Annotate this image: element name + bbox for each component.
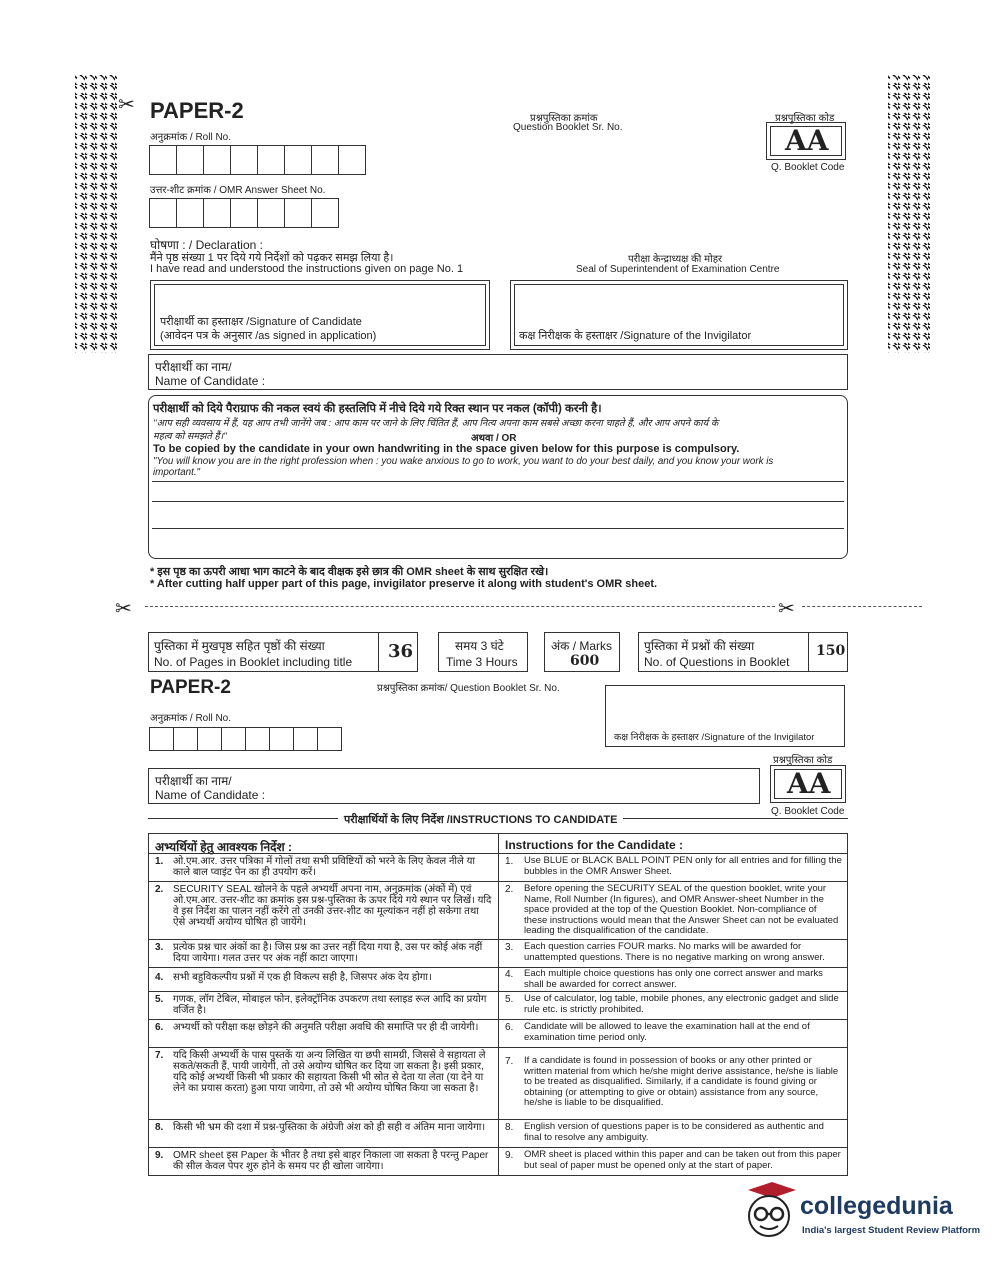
scissors-icon: ✂ xyxy=(118,94,135,116)
table-row xyxy=(149,853,847,882)
pages-divider xyxy=(378,632,379,672)
writing-line xyxy=(152,501,844,502)
writing-line xyxy=(152,528,844,529)
candidate-name-label-en-lower: Name of Candidate : xyxy=(155,788,266,802)
item-en: OMR sheet is placed within this paper and can be taken out from this paper but seal of paper must be opened only at the start of paper. xyxy=(524,1149,841,1171)
item-number: 1. xyxy=(505,856,514,867)
booklet-code-label-hi-lower: प्रश्नपुस्तिका कोड xyxy=(773,755,833,766)
item-hi: सभी बहुविकल्पीय प्रश्नों में एक ही विकल्प सही है, जिसपर अंक देय होगा। xyxy=(173,972,432,983)
collegedunia-tagline: India's largest Student Review Platform xyxy=(802,1225,981,1236)
questions-value: 150 xyxy=(816,643,846,659)
declaration-en: I have read and understood the instructions given on page No. 1 xyxy=(150,263,464,275)
questions-divider xyxy=(808,632,809,672)
seal-label-hi: परीक्षा केन्द्राध्यक्ष की मोहर xyxy=(628,254,723,265)
copy-title-en: To be copied by the candidate in your own handwriting in the space given below for this purpose is compulsory. xyxy=(153,443,740,455)
item-en: English version of questions paper is to be considered as authentic and final to resolve any ambiguity. xyxy=(524,1121,824,1143)
booklet-code-lower: AA xyxy=(787,767,831,800)
cut-line xyxy=(145,606,775,607)
item-en: Before opening the SECURITY SEAL of the question booklet, write your Name, Roll Number (In figures), and OMR Answer-sheet Number in the space provided at the top of the Question Booklet. Non-compliance of these instructions would mean that the Answer Sheet can not be evaluated leading the disqualification of the candidate. xyxy=(524,883,839,936)
item-hi: प्रत्येक प्रश्न चार अंकों का है। जिस प्रश्न का उत्तर नहीं दिया गया है, उस पर कोई अंक नहीं दिया जायेगा। गलत उत्तर पर अंक नहीं काटा जाएगा। xyxy=(173,942,483,964)
item-hi: अभ्यर्थी को परीक्षा कक्ष छोड़ने की अनुमति परीक्षा अवधि की समाप्ति पर ही दी जायेगी। xyxy=(173,1022,479,1033)
invigilator-signature-label: कक्ष निरीक्षक के हस्ताक्षर /Signature of the Invigilator xyxy=(519,330,752,342)
collegedunia-logo-icon xyxy=(740,1180,798,1244)
copy-title-hi: परीक्षार्थी को दिये पैराग्राफ की नकल स्वयं की हस्तलिपि में नीचे दिये गये रिक्त स्थान पर नकल (कॉपी) करनी है। xyxy=(153,403,602,415)
item-number: 7. xyxy=(505,1056,514,1067)
item-en: If a candidate is found in possession of books or any other printed or written material from which he/she might derive assistance, he/she is liable to be treated as disqualified. Similarly, if a candidate is found giving or obtaining (or attempting to give or obtain) assistance from any source, he/she is liable to be disqualified. xyxy=(524,1055,839,1108)
instructions-heading: परीक्षार्थियों के लिए निर्देश /INSTRUCTIONS TO CANDIDATE xyxy=(338,812,623,827)
roll-no-boxes-lower[interactable] xyxy=(150,727,342,751)
item-hi: ओ.एम.आर. उत्तर पत्रिका में गोलों तथा सभी प्रविष्टियों को भरने के लिए केवल नीले या काले बाल प्वाइंट पेन का ही उपयोग करें। xyxy=(173,856,475,878)
item-number: 4. xyxy=(155,972,164,983)
copy-quote-en-1: "You will know you are in the right profession when : you wake anxious to go to work, you want to do your best daily, and you know your work is xyxy=(153,456,774,467)
item-en: Each multiple choice questions has only one correct answer and marks shall be awarded for correct answer. xyxy=(524,968,823,990)
table-row xyxy=(149,939,847,968)
item-number: 2. xyxy=(505,884,514,895)
item-number: 6. xyxy=(155,1022,164,1033)
instructions-table xyxy=(148,833,848,1176)
scissors-icon: ✂ xyxy=(778,598,795,620)
item-number: 6. xyxy=(505,1022,514,1033)
or-label: अथवा / OR xyxy=(471,433,517,444)
table-row xyxy=(149,881,847,940)
table-row xyxy=(149,1119,847,1148)
item-number: 9. xyxy=(155,1150,164,1161)
item-number: 3. xyxy=(155,942,164,953)
omr-sheet-label: उत्तर-शीट क्रमांक / OMR Answer Sheet No. xyxy=(150,185,326,196)
cut-note-en: * After cutting half upper part of this page, invigilator preserve it along with student's OMR sheet. xyxy=(150,578,658,590)
copy-quote-hi-1: ''आप सही व्यवसाय में हैं, यह आप तभी जानेंगे जब : आप काम पर जाने के लिए चिंतित हैं, आप नित्य अपना काम सबसे अच्छा करना चाहते हैं, और आप अपने कार्य के xyxy=(153,418,719,429)
booklet-sr-label-en: Question Booklet Sr. No. xyxy=(513,122,623,133)
item-number: 8. xyxy=(505,1122,514,1133)
candidate-name-label-en: Name of Candidate : xyxy=(155,374,266,388)
booklet-sr-label-lower: प्रश्नपुस्तिका क्रमांक/ Question Booklet Sr. No. xyxy=(377,683,560,694)
item-number: 8. xyxy=(155,1122,164,1133)
item-number: 2. xyxy=(155,884,164,895)
candidate-name-label-hi: परीक्षार्थी का नाम/ xyxy=(155,360,232,374)
item-en: Candidate will be allowed to leave the examination hall at the end of examination time period only. xyxy=(524,1021,810,1043)
paper-title-lower: PAPER-2 xyxy=(150,677,231,698)
roll-no-label-lower: अनुक्रमांक / Roll No. xyxy=(150,713,232,724)
instructions-heading-hi: अभ्यर्थियों हेतु आवश्यक निर्देश : xyxy=(155,840,293,854)
item-number: 4. xyxy=(505,969,514,980)
time-label-hi: समय 3 घंटे xyxy=(455,639,504,653)
pages-label-hi: पुस्तिका में मुखपृष्ठ सहित पृष्ठों की संख्या xyxy=(154,639,325,653)
pages-value: 36 xyxy=(388,641,414,662)
table-row xyxy=(149,1019,847,1048)
candidate-signature-label: परीक्षार्थी का हस्ताक्षर /Signature of Candidate xyxy=(160,316,362,328)
declaration-hi: मैंने पृष्ठ संख्या 1 पर दिये गये निर्देशों को पढ़कर समझ लिया है। xyxy=(150,252,394,264)
time-label-en: Time 3 Hours xyxy=(446,655,518,669)
item-hi: गणक, लॉग टेबिल, मोबाइल फोन, इलेक्ट्रॉनिक उपकरण तथा स्लाइड रूल आदि का प्रयोग वर्जित है। xyxy=(173,994,487,1016)
table-row xyxy=(149,1047,847,1120)
table-row xyxy=(149,991,847,1020)
writing-line xyxy=(152,481,844,482)
table-row xyxy=(149,967,847,992)
item-en: Use of calculator, log table, mobile phones, any electronic gadget and slide rule etc. is strictly prohibited. xyxy=(524,993,839,1015)
candidate-signature-sub: (आवेदन पत्र के अनुसार /as signed in application) xyxy=(160,330,377,342)
item-number: 5. xyxy=(505,994,514,1005)
copy-quote-hi-2: महत्व को समझते हैं।'' xyxy=(153,431,227,442)
questions-label-hi: पुस्तिका में प्रश्नों की संख्या xyxy=(644,639,755,653)
cut-line xyxy=(802,606,922,607)
seal-label-en: Seal of Superintendent of Examination Centre xyxy=(576,264,780,275)
invigilator-signature-label-lower: कक्ष निरीक्षक के हस्ताक्षर /Signature of the Invigilator xyxy=(614,732,815,743)
roll-no-label: अनुक्रमांक / Roll No. xyxy=(150,132,232,143)
table-row xyxy=(149,1147,847,1176)
decorative-border-right xyxy=(888,75,930,353)
candidate-name-label-hi-lower: परीक्षार्थी का नाम/ xyxy=(155,774,232,788)
questions-label-en: No. of Questions in Booklet xyxy=(644,655,790,669)
booklet-code-label-en: Q. Booklet Code xyxy=(771,162,845,173)
item-number: 5. xyxy=(155,994,164,1005)
item-number: 3. xyxy=(505,942,514,953)
decorative-border-left xyxy=(75,75,117,353)
pages-label-en: No. of Pages in Booklet including title xyxy=(154,655,353,669)
booklet-sr-label-hi: प्रश्नपुस्तिका क्रमांक xyxy=(530,113,598,124)
instructions-heading-en: Instructions for the Candidate : xyxy=(505,838,684,852)
declaration-title: घोषणा : / Declaration : xyxy=(150,238,263,252)
booklet-code: AA xyxy=(785,124,829,157)
scissors-icon: ✂ xyxy=(115,598,132,620)
roll-no-boxes[interactable] xyxy=(150,145,366,175)
marks-value: 600 xyxy=(570,653,600,669)
item-hi: SECURITY SEAL खोलने के पहले अभ्यर्थी अपना नाम, अनुक्रमांक (अंकों में) एवं ओ.एम.आर. उत्तर-शीट का क्रमांक इस प्रश्न-पुस्तिका के ऊपर दिये गये स्थान पर लिखें। यदि वे इस निर्देश का पालन नहीं करेंगे तो उनकी उत्तर-शीट का मूल्यांकन नहीं हो सकेगा तथा ऐसे अभ्यर्थी अयोग्य घोषित हो जायेंगे। xyxy=(173,884,492,928)
omr-sheet-boxes[interactable] xyxy=(150,198,339,228)
item-hi: किसी भी भ्रम की दशा में प्रश्न-पुस्तिका के अंग्रेजी अंश को ही सही व अंतिम माना जायेगा। xyxy=(173,1122,486,1133)
collegedunia-logo-text: collegedunia xyxy=(800,1192,953,1220)
item-number: 9. xyxy=(505,1150,514,1161)
marks-label: अंक / Marks xyxy=(551,639,613,653)
item-number: 7. xyxy=(155,1050,164,1061)
cut-note-hi: * इस पृष्ठ का ऊपरी आधा भाग काटने के बाद वीक्षक इसे छात्र की OMR sheet के साथ सुरक्षित रखे। xyxy=(150,566,549,578)
item-number: 1. xyxy=(155,856,164,867)
item-en: Use BLUE or BLACK BALL POINT PEN only for all entries and for filling the bubbles in the OMR Answer Sheet. xyxy=(524,855,842,877)
booklet-code-label-hi: प्रश्नपुस्तिका कोड xyxy=(775,113,835,124)
item-hi: OMR sheet इस Paper के भीतर है तथा इसे बाहर निकाला जा सकता है परन्तु Paper की सील केवल पेपर शुरु होने के समय पर ही खोला जायेगा। xyxy=(173,1150,489,1172)
copy-quote-en-2: important." xyxy=(153,467,201,478)
item-hi: यदि किसी अभ्यर्थी के पास पुस्तकें या अन्य लिखित या छपी सामग्री, जिससे वे सहायता ले सकते/सकती हैं, पायी जायेगी, तो उसे अयोग्य घोषित कर दिया जा सकता है। इसी प्रकार, यदि कोई अभ्यर्थी किसी भी प्रकार की सहायता किसी भी स्रोत से देता या लेता (या देने या लेने का प्रयास करता) हुआ पाया जायेगा, तो उसे भी अयोग्य घोषित किया जा सकता है। xyxy=(173,1050,486,1094)
booklet-code-label-en-lower: Q. Booklet Code xyxy=(771,806,845,817)
item-en: Each question carries FOUR marks. No marks will be awarded for unattempted questions. There is no negative marking on wrong answer. xyxy=(524,941,825,963)
paper-title: PAPER-2 xyxy=(150,98,244,123)
